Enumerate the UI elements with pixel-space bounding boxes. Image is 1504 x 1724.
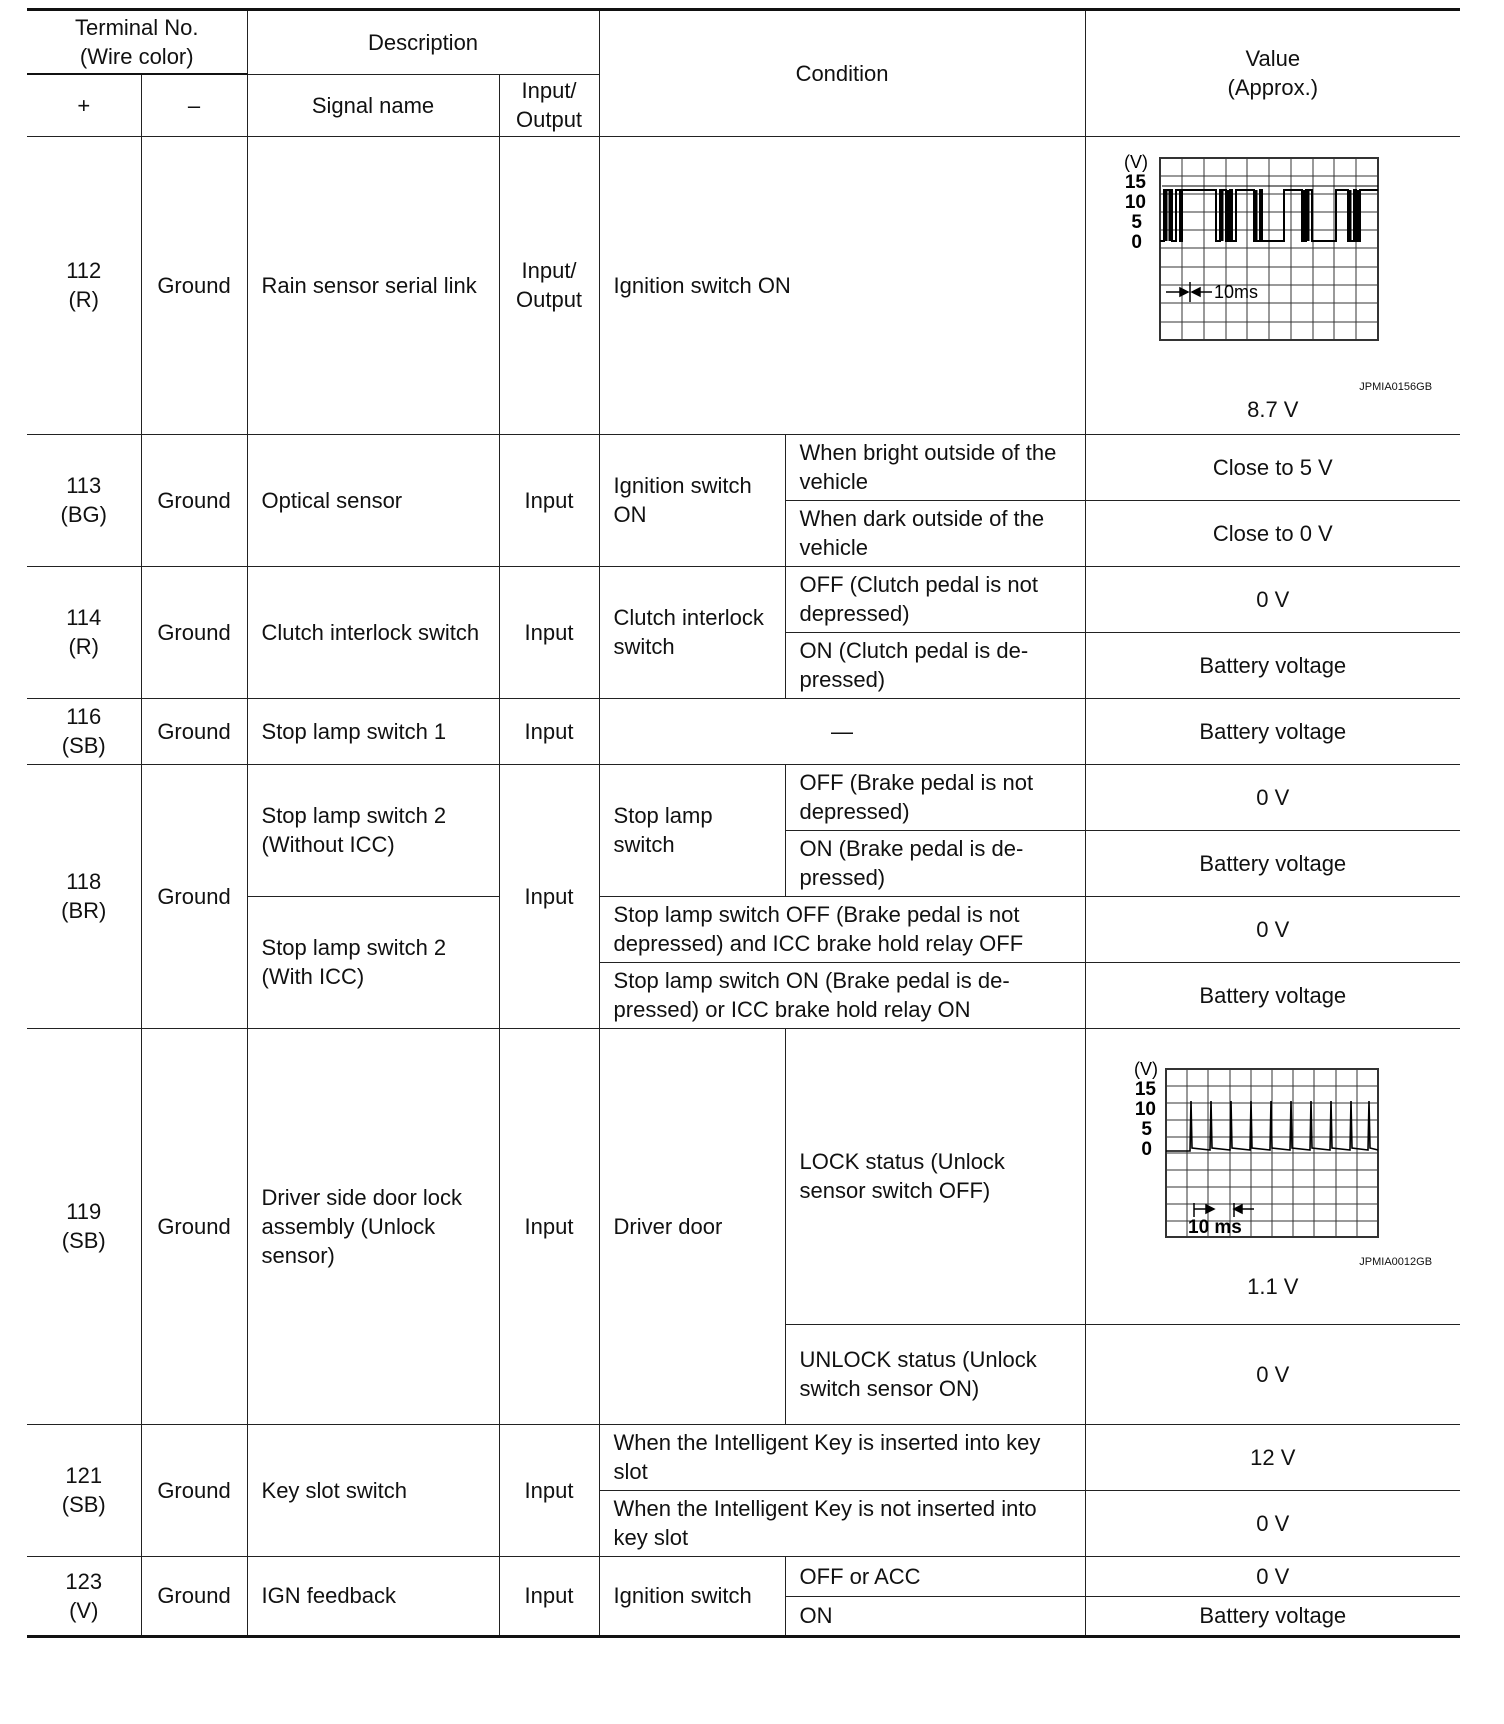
- wire-color: (R): [68, 634, 100, 659]
- terminal-116: [27, 698, 141, 764]
- value-cell: 0 V: [1085, 764, 1460, 830]
- terminal-number: 118: [66, 869, 102, 894]
- row-119-a: [27, 1028, 1460, 1324]
- time-scale-label: 10 ms: [1187, 1217, 1242, 1238]
- condition-cell: Clutch interlock switch: [599, 566, 785, 698]
- sub-condition: ON (Clutch pedal is de-pressed): [785, 632, 1085, 698]
- signal-name: Stop lamp switch 2 (With ICC): [247, 896, 499, 1028]
- waveform-code: JPMIA0012GB: [1359, 1256, 1433, 1268]
- signal-name: Key slot switch: [247, 1424, 499, 1556]
- sub-condition: LOCK status (Unlock sensor switch OFF): [785, 1028, 1085, 1324]
- header-row: [27, 10, 1460, 75]
- terminal-number: 113: [66, 473, 102, 498]
- io-cell: [499, 136, 599, 434]
- signal-name: Rain sensor serial link: [247, 136, 499, 434]
- row-118-a: [27, 764, 1460, 830]
- ground-cell: Ground: [141, 136, 247, 434]
- wire-color: (SB): [61, 733, 106, 758]
- header-signal-name: Signal name: [247, 74, 499, 136]
- row-123-a: [27, 1556, 1460, 1596]
- value-119: 1.1 V: [1247, 1274, 1299, 1299]
- condition-cell: Stop lamp switch: [599, 764, 785, 896]
- header-plus: +: [27, 74, 141, 136]
- io-cell: Input: [499, 1556, 599, 1636]
- io-cell: Input: [499, 698, 599, 764]
- sub-condition: OFF (Brake pedal is not depressed): [785, 764, 1085, 830]
- value-cell: Battery voltage: [1085, 698, 1460, 764]
- sub-condition: ON: [785, 1596, 1085, 1636]
- terminal-114: [27, 566, 141, 698]
- sub-condition: OFF or ACC: [785, 1556, 1085, 1596]
- io-cell: Input: [499, 764, 599, 1028]
- waveform-112: [1086, 146, 1461, 376]
- oscilloscope-grid: [1160, 158, 1378, 340]
- ground-cell: Ground: [141, 698, 247, 764]
- axis-tick-5: 5: [1130, 212, 1142, 233]
- signal-name: IGN feedback: [247, 1556, 499, 1636]
- header-description: Description: [247, 10, 599, 75]
- value-cell: Battery voltage: [1085, 632, 1460, 698]
- terminal-121: [27, 1424, 141, 1556]
- terminal-number: 123: [65, 1568, 103, 1594]
- ground-cell: Ground: [141, 764, 247, 1028]
- header-wire-color: (Wire color): [79, 44, 194, 69]
- io-cell: Input: [499, 1424, 599, 1556]
- header-minus: –: [141, 74, 247, 136]
- header-io: [499, 74, 599, 136]
- terminal-table: [27, 8, 1460, 1638]
- io-cell: Input: [499, 566, 599, 698]
- terminal-table-document: [27, 8, 1460, 1638]
- value-cell: 0 V: [1085, 896, 1460, 962]
- condition-cell: —: [599, 698, 1085, 764]
- condition-cell: Ignition switch ON: [599, 136, 1085, 434]
- value-cell: Battery voltage: [1085, 830, 1460, 896]
- ground-cell: Ground: [141, 566, 247, 698]
- sub-condition: OFF (Clutch pedal is not depressed): [785, 566, 1085, 632]
- condition-cell: Driver door: [599, 1028, 785, 1424]
- value-cell-112: [1085, 136, 1460, 434]
- signal-name: Stop lamp switch 1: [247, 698, 499, 764]
- ground-cell: Ground: [141, 434, 247, 566]
- ground-cell: Ground: [141, 1556, 247, 1636]
- header-condition: Condition: [599, 10, 1085, 137]
- value-cell: 0 V: [1085, 1556, 1460, 1596]
- terminal-113: [27, 434, 141, 566]
- row-113-a: [27, 434, 1460, 500]
- value-112: 8.7 V: [1247, 397, 1299, 422]
- io-cell: Input: [499, 1028, 599, 1424]
- axis-tick-5: 5: [1140, 1119, 1152, 1140]
- value-cell: Close to 0 V: [1085, 500, 1460, 566]
- value-cell: Close to 5 V: [1085, 434, 1460, 500]
- axis-tick-0: 0: [1140, 1139, 1152, 1160]
- condition-cell: When the Intelligent Key is inserted into key slot: [599, 1424, 1085, 1490]
- axis-unit: (V): [1123, 152, 1148, 172]
- wire-color: (SB): [61, 1492, 106, 1517]
- ground-cell: Ground: [141, 1028, 247, 1424]
- axis-tick-0: 0: [1130, 232, 1142, 253]
- condition-cell: Stop lamp switch ON (Brake pedal is de-pressed) or ICC brake hold relay ON: [599, 962, 1085, 1028]
- row-116: [27, 698, 1460, 764]
- sub-condition: When dark outside of the vehicle: [785, 500, 1085, 566]
- signal-name: Driver side door lock assembly (Unlock sensor): [247, 1028, 499, 1424]
- value-cell-119: [1085, 1028, 1460, 1324]
- row-121-a: [27, 1424, 1460, 1490]
- io-output: Output: [516, 287, 583, 312]
- terminal-112: [27, 136, 141, 434]
- waveform-119: [1086, 1051, 1461, 1251]
- condition-cell: Ignition switch: [599, 1556, 785, 1636]
- header-terminal-no: Terminal No.: [75, 15, 199, 40]
- header-terminal: [27, 10, 247, 75]
- condition-cell: Stop lamp switch OFF (Brake pedal is not depressed) and ICC brake hold relay OFF: [599, 896, 1085, 962]
- axis-unit: (V): [1133, 1059, 1158, 1079]
- value-cell: 0 V: [1085, 1490, 1460, 1556]
- terminal-number: 114: [66, 605, 102, 630]
- terminal-number: 116: [66, 704, 102, 729]
- axis-tick-15: 15: [1124, 172, 1146, 193]
- wire-color: (BG): [60, 502, 107, 527]
- axis-tick-15: 15: [1134, 1079, 1156, 1100]
- axis-tick-10: 10: [1134, 1099, 1156, 1120]
- wire-color: (V): [69, 1597, 99, 1623]
- terminal-number: 119: [66, 1199, 102, 1224]
- terminal-118: [27, 764, 141, 1028]
- time-scale-marker: [1194, 1203, 1254, 1217]
- header-io-input: Input/: [521, 78, 577, 103]
- time-scale-label: 10ms: [1213, 282, 1258, 302]
- row-114-a: [27, 566, 1460, 632]
- sub-condition: UNLOCK status (Unlock switch sensor ON): [785, 1324, 1085, 1424]
- signal-name: Clutch interlock switch: [247, 566, 499, 698]
- terminal-123: [27, 1556, 141, 1636]
- value-cell: 0 V: [1085, 1324, 1460, 1424]
- io-cell: Input: [499, 434, 599, 566]
- signal-name: Stop lamp switch 2 (Without ICC): [247, 764, 499, 896]
- terminal-number: 121: [65, 1463, 103, 1488]
- sub-condition: When bright outside of the vehicle: [785, 434, 1085, 500]
- value-cell: Battery voltage: [1085, 962, 1460, 1028]
- header-value-approx: (Approx.): [1227, 75, 1319, 101]
- header-value: [1085, 10, 1460, 137]
- axis-tick-10: 10: [1124, 192, 1146, 213]
- wire-color: (SB): [61, 1228, 106, 1253]
- signal-name: Optical sensor: [247, 434, 499, 566]
- value-cell: 0 V: [1085, 566, 1460, 632]
- oscilloscope-grid: [1166, 1069, 1378, 1237]
- terminal-number: 112: [66, 258, 102, 283]
- io-input: Input/: [521, 258, 577, 283]
- value-cell: Battery voltage: [1085, 1596, 1460, 1636]
- terminal-119: [27, 1028, 141, 1424]
- wire-color: (BR): [61, 898, 107, 923]
- ground-cell: Ground: [141, 1424, 247, 1556]
- header-io-output: Output: [516, 107, 583, 132]
- waveform-code: JPMIA0156GB: [1359, 381, 1433, 393]
- condition-cell: Ignition switch ON: [599, 434, 785, 566]
- row-112: [27, 136, 1460, 434]
- header-value-label: Value: [1245, 46, 1301, 72]
- wire-color: (R): [68, 287, 100, 312]
- sub-condition: ON (Brake pedal is de-pressed): [785, 830, 1085, 896]
- value-cell: 12 V: [1085, 1424, 1460, 1490]
- condition-cell: When the Intelligent Key is not inserted into key slot: [599, 1490, 1085, 1556]
